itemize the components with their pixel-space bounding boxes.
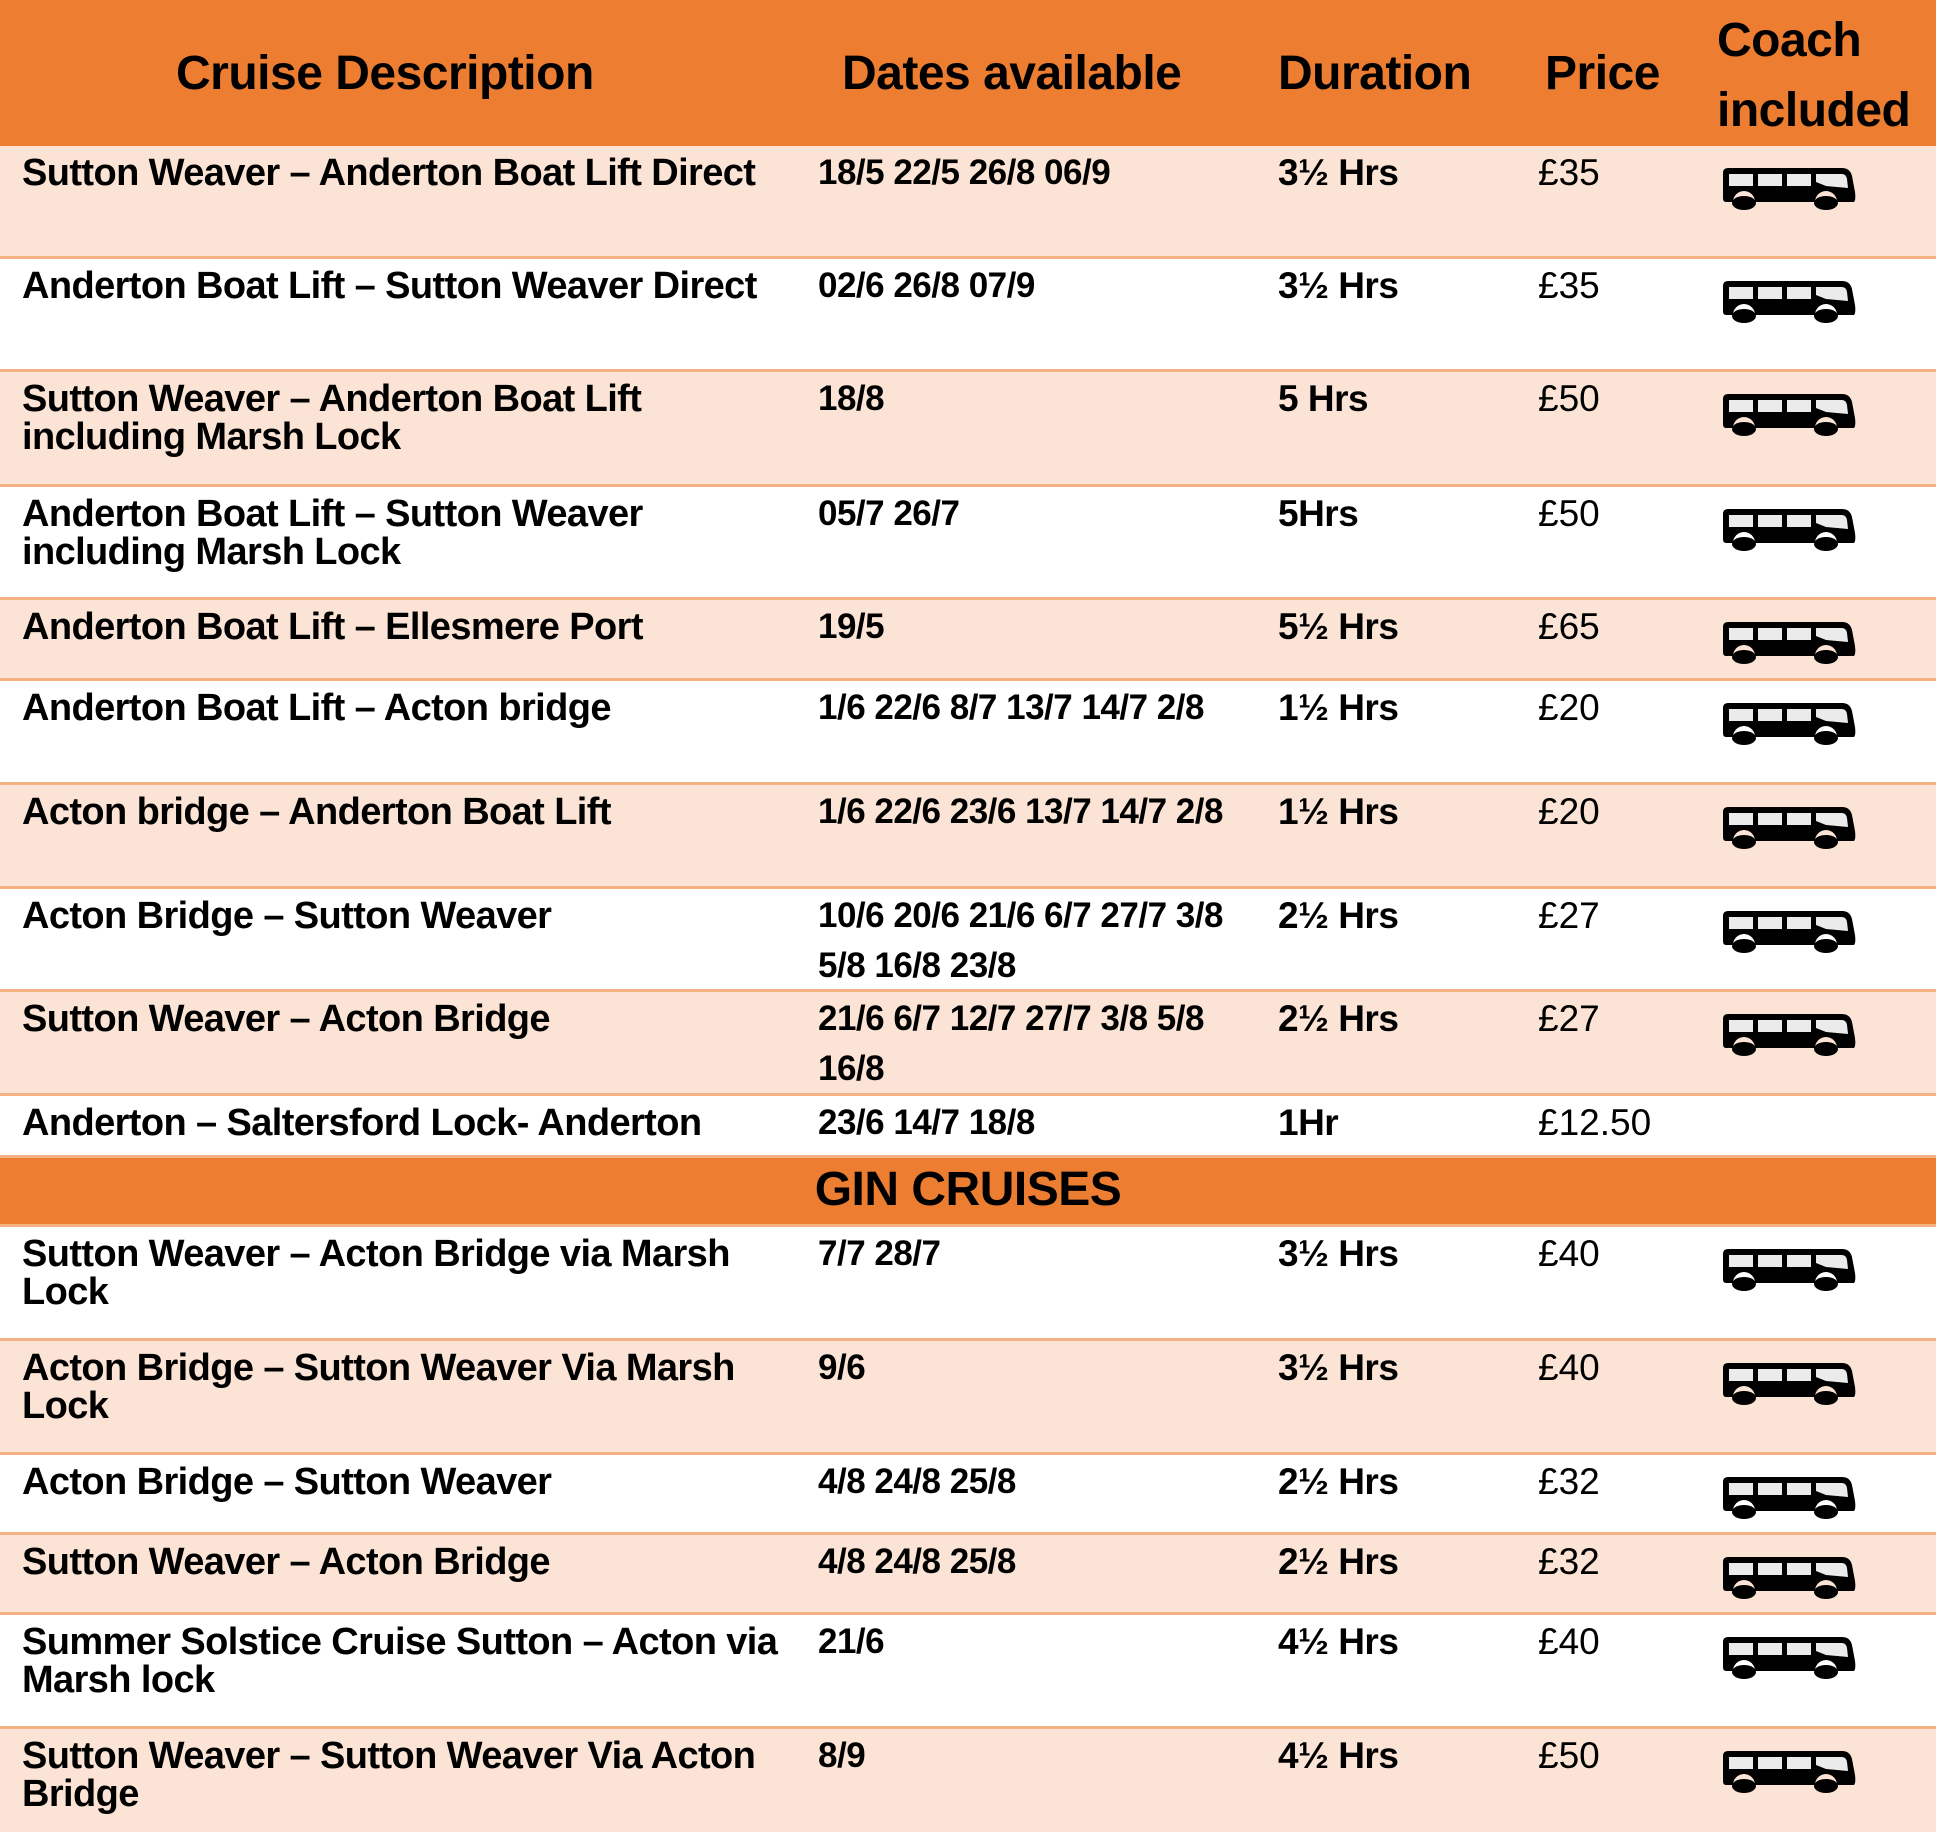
bus-icon xyxy=(1722,909,1856,953)
section-title: GIN CRUISES xyxy=(814,1163,1122,1216)
cruise-duration: 4½ Hrs xyxy=(1278,1621,1399,1662)
cruise-duration: 1½ Hrs xyxy=(1278,687,1399,728)
table-row xyxy=(0,1615,1936,1729)
header-dates-available: Dates available xyxy=(842,47,1182,100)
cruise-description: Sutton Weaver – Acton Bridge via Marsh Lock xyxy=(22,1233,730,1313)
cruise-dates: 8/9 xyxy=(818,1736,866,1775)
bus-icon xyxy=(1722,805,1856,849)
cruise-description: Sutton Weaver – Acton Bridge xyxy=(22,1541,550,1583)
cruise-description: Sutton Weaver – Anderton Boat Lift Direct xyxy=(22,152,756,194)
cruise-dates: 7/7 28/7 xyxy=(818,1234,941,1273)
cruise-dates: 19/5 xyxy=(818,607,885,646)
cruise-duration: 5 Hrs xyxy=(1278,378,1369,419)
bus-icon xyxy=(1722,1635,1856,1679)
cruise-price: £32 xyxy=(1538,1541,1600,1582)
cruise-price: £40 xyxy=(1538,1233,1600,1274)
table-row xyxy=(0,889,1936,992)
cruise-description: Anderton Boat Lift – Ellesmere Port xyxy=(22,606,643,648)
cruise-duration: 5½ Hrs xyxy=(1278,606,1399,647)
cruise-description: Anderton Boat Lift – Acton bridge xyxy=(22,687,611,729)
cruise-duration: 3½ Hrs xyxy=(1278,265,1399,306)
cruise-dates: 4/8 24/8 25/8 xyxy=(818,1542,1016,1581)
table-row xyxy=(0,372,1936,487)
cruise-duration: 3½ Hrs xyxy=(1278,1233,1399,1274)
cruise-price: £65 xyxy=(1538,606,1600,647)
cruise-duration: 2½ Hrs xyxy=(1278,1541,1399,1582)
table-row xyxy=(0,146,1936,259)
cruise-description: Sutton Weaver – Sutton Weaver Via Acton Bridge xyxy=(22,1735,756,1815)
cruise-description: Acton Bridge – Sutton Weaver xyxy=(22,895,552,937)
header-duration: Duration xyxy=(1278,47,1472,100)
bus-icon xyxy=(1722,1247,1856,1291)
bus-icon xyxy=(1722,279,1856,323)
cruise-description: Anderton Boat Lift – Sutton Weaver Direct xyxy=(22,265,757,307)
table-row xyxy=(0,1096,1936,1155)
bus-icon xyxy=(1722,1749,1856,1793)
cruise-description: Sutton Weaver – Anderton Boat Lift including Marsh Lock xyxy=(22,378,642,458)
cruise-price: £27 xyxy=(1538,998,1600,1039)
cruise-price: £35 xyxy=(1538,152,1600,193)
cruise-description: Anderton Boat Lift – Sutton Weaver including Marsh Lock xyxy=(22,493,643,573)
cruise-duration: 3½ Hrs xyxy=(1278,1347,1399,1388)
header-coach-included: Coach included xyxy=(1717,14,1911,137)
cruise-price: £50 xyxy=(1538,493,1600,534)
cruise-dates: 1/6 22/6 23/6 13/7 14/7 2/8 xyxy=(818,792,1223,831)
bus-icon xyxy=(1722,166,1856,210)
cruise-duration: 2½ Hrs xyxy=(1278,895,1399,936)
cruise-price: £40 xyxy=(1538,1621,1600,1662)
table-row xyxy=(0,785,1936,889)
table-row xyxy=(0,1729,1936,1832)
cruise-dates: 21/6 xyxy=(818,1622,885,1661)
cruise-dates: 9/6 xyxy=(818,1348,866,1387)
cruise-description: Anderton – Saltersford Lock- Anderton xyxy=(22,1102,702,1144)
cruise-duration: 2½ Hrs xyxy=(1278,1461,1399,1502)
cruise-price: £27 xyxy=(1538,895,1600,936)
cruise-dates: 4/8 24/8 25/8 xyxy=(818,1462,1016,1501)
cruise-price: £40 xyxy=(1538,1347,1600,1388)
table-row xyxy=(0,1227,1936,1341)
cruise-dates: 1/6 22/6 8/7 13/7 14/7 2/8 xyxy=(818,688,1204,727)
cruise-price: £20 xyxy=(1538,687,1600,728)
bus-icon xyxy=(1722,1361,1856,1405)
bus-icon xyxy=(1722,701,1856,745)
cruise-description: Sutton Weaver – Acton Bridge xyxy=(22,998,550,1040)
table-row xyxy=(0,1455,1936,1535)
cruise-price: £50 xyxy=(1538,1735,1600,1776)
table-row xyxy=(0,992,1936,1096)
table-row xyxy=(0,1535,1936,1615)
bus-icon xyxy=(1722,1555,1856,1599)
cruise-duration: 1Hr xyxy=(1278,1102,1339,1143)
table-row xyxy=(0,600,1936,681)
cruise-price: £12.50 xyxy=(1538,1102,1652,1143)
gin-cruises-section-header xyxy=(0,1155,1936,1227)
cruise-duration: 5Hrs xyxy=(1278,493,1359,534)
cruise-dates: 05/7 26/7 xyxy=(818,494,960,533)
bus-icon xyxy=(1722,1475,1856,1519)
cruise-description: Acton bridge – Anderton Boat Lift xyxy=(22,791,611,833)
table-row xyxy=(0,1341,1936,1455)
header-price: Price xyxy=(1545,47,1660,100)
cruise-price: £20 xyxy=(1538,791,1600,832)
bus-icon xyxy=(1722,1012,1856,1056)
bus-icon xyxy=(1722,507,1856,551)
table-header xyxy=(0,0,1936,146)
cruise-dates: 18/8 xyxy=(818,379,885,418)
cruise-dates: 10/6 20/6 21/6 6/7 27/7 3/8 5/8 16/8 23/8 xyxy=(818,896,1223,985)
cruise-description: Acton Bridge – Sutton Weaver xyxy=(22,1461,552,1503)
cruise-dates: 18/5 22/5 26/8 06/9 xyxy=(818,153,1111,192)
bus-icon xyxy=(1722,620,1856,664)
cruise-price: £35 xyxy=(1538,265,1600,306)
table-row xyxy=(0,681,1936,785)
cruise-dates: 02/6 26/8 07/9 xyxy=(818,266,1035,305)
bus-icon xyxy=(1722,392,1856,436)
cruise-duration: 3½ Hrs xyxy=(1278,152,1399,193)
table-row xyxy=(0,487,1936,600)
cruise-duration: 4½ Hrs xyxy=(1278,1735,1399,1776)
cruise-price: £32 xyxy=(1538,1461,1600,1502)
cruise-price: £50 xyxy=(1538,378,1600,419)
cruise-description: Summer Solstice Cruise Sutton – Acton via Marsh lock xyxy=(22,1621,778,1701)
cruise-description: Acton Bridge – Sutton Weaver Via Marsh Lock xyxy=(22,1347,735,1427)
cruise-dates: 21/6 6/7 12/7 27/7 3/8 5/8 16/8 xyxy=(818,999,1204,1088)
cruise-duration: 1½ Hrs xyxy=(1278,791,1399,832)
header-cruise-description: Cruise Description xyxy=(176,47,594,100)
cruise-duration: 2½ Hrs xyxy=(1278,998,1399,1039)
cruise-dates: 23/6 14/7 18/8 xyxy=(818,1103,1035,1142)
table-row xyxy=(0,259,1936,372)
